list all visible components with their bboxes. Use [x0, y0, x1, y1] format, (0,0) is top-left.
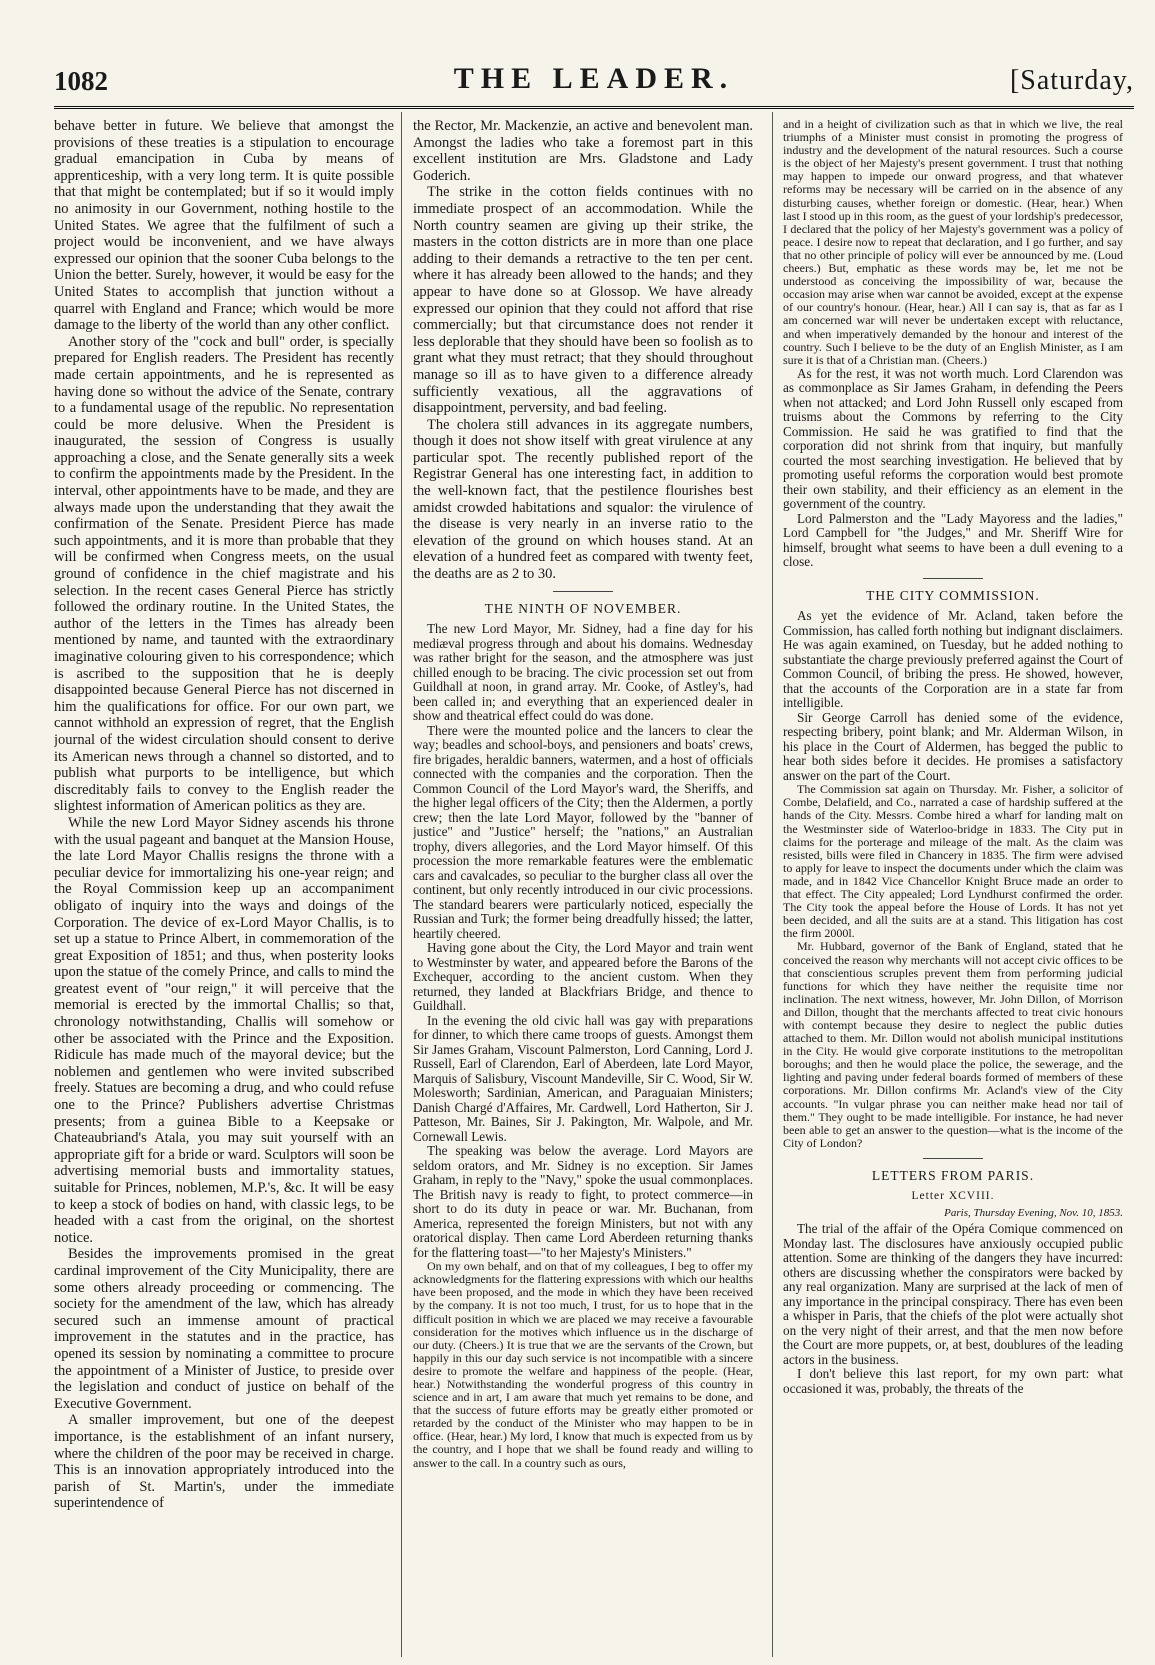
column-2	[413, 118, 753, 1658]
paragraph: As yet the evidence of Mr. Acland, taken before the Commission, has called forth nothing but indignant disclaimers. He was again examined, on Tuesday, but he added nothing to substantiate the charge previously preferred against the Court of Common Council, of bribing the press. He showed, however, that the accounts of the Corporation are in a state far from intelligible.	[783, 608, 1123, 711]
section-rule	[553, 591, 613, 592]
paragraph: A smaller improvement, but one of the deepest importance, is the establishment of an infant nursery, where the children of the poor may be received in charge. This is an innovation appropriately introduced into the parish of St. Martin's, under the immediate superintendence of	[54, 1412, 394, 1512]
column-3	[783, 118, 1123, 1658]
paragraph: I don't believe this last report, for my own part: what occasioned it was, probably, the threats of the	[783, 1366, 1123, 1396]
paragraph: Mr. Hubbard, governor of the Bank of England, stated that he conceived the reason why merchants will not accept civic offices to be that conscientious scruples prevent them from performing judicial functions for which they have neither the requisite time nor inclination. The next witness, however, Mr. John Dillon, of Morrison and Dillon, thought that the merchants affected to treat civic honours with contempt because they desire to neglect the public duties attached to them. Mr. Dillon would not abolish municipal institutions in the City. He would give corporate institutions to the metropolitan boroughs; and then he would place the police, the sewerage, and the lighting and paving under federal boards formed of members of these corporations. Mr. Dillon confirms Mr. Acland's view of the City accounts. "In vulgar phrase you can neither make head nor tail of them." They ought to be made intelligible. For instance, he had never been able to get an answer to the question—what is the income of the City of London?	[783, 939, 1123, 1150]
paragraph: The new Lord Mayor, Mr. Sidney, had a fine day for his mediæval progress through and about his domains. Wednesday was rather bright for the season, and the atmosphere was just chilled enough to be bracing. The civic procession set out from Guildhall at noon, in grand array. Mr. Cooke, of Astley's, had been called in; and everything that an experienced dealer in show and theatrical effect could do was done.	[413, 621, 753, 724]
section-heading: THE CITY COMMISSION.	[866, 587, 1040, 603]
quoted-speech: On my own behalf, and on that of my colleagues, I beg to offer my acknowledgments for the flattering expressions with which our healths have been proposed, and the mode in which they have been received by the company. It is not too much, I trust, for us to hope that in the difficult position in which we are placed we may receive a favourable consideration for the motives which influence us in the discharge of our duty. (Cheers.) It is true that we are the servants of the Crown, but happily in this our day such service is not incompatible with a sincere desire to promote the welfare and happiness of the people. (Hear, hear.) Notwithstanding the wonderful progress of this country in science and in art, I am aware that much yet remains to be done, and that the success of future efforts may be greatly either promoted or retarded by the conduct of the Minister who may happen to be in office. (Hear, hear.) My lord, I know that much is expected from us by the country, and I hope that we shall be found ready and willing to answer to the call. In a country such as ours,	[413, 1259, 753, 1470]
paragraph: Lord Palmerston and the "Lady Mayoress and the ladies," Lord Campbell for "the Judges," and Mr. Sheriff Wire for himself, brought what seems to have been a dull evening to a close.	[783, 510, 1123, 570]
paragraph: In the evening the old civic hall was gay with preparations for dinner, to which there came troops of guests. Amongst them Sir James Graham, Viscount Palmerston, Lord Canning, Lord J. Russell, Earl of Clarendon, Earl of Aberdeen, late Lord Mayor, Marquis of Salisbury, Viscount Mandeville, Sir C. Wood, Sir W. Molesworth; Sardinian, American, and Paraguaian Ministers; Danish Chargé d'Affaires, Mr. Cardwell, Lord Hatherton, Sir J. Patteson, Mr. Baines, Sir J. Pakington, Mr. Walpole, and Mr. Cornewall Lewis.	[413, 1012, 753, 1144]
section-heading: LETTERS FROM PARIS.	[871, 1167, 1035, 1183]
page-day: [Saturday,	[1009, 65, 1134, 96]
section-rule	[923, 1158, 983, 1159]
page-number: 1082	[54, 66, 108, 96]
masthead	[54, 62, 1134, 109]
paragraph: The speaking was below the average. Lord Mayors are seldom orators, and Mr. Sidney is no exception. Sir James Graham, in reply to the "Navy," spoke the usual commonplaces. The British navy is ready to fight, to protect commerce—in short to do its duty in peace or war. Mr. Buchanan, from America, represented the foreign Ministers, but not with any oratorical display. Then came Lord Aberdeen returning thanks for the flattering toast—"to her Majesty's Ministers."	[413, 1143, 753, 1260]
paragraph: the Rector, Mr. Mackenzie, an active and benevolent man. Amongst the ladies who take a foremost part in this excellent institution are Mrs. Gladstone and Lady Goderich.	[413, 118, 753, 184]
newspaper-title: THE LEADER.	[453, 62, 735, 95]
letter-number: Letter XCVIII.	[911, 1190, 995, 1203]
paragraph: Another story of the "cock and bull" order, is specially prepared for English readers. The President has recently made certain appointments, and he is represented as having done so without the advice of the Senate, contrary to a fundamental usage of the republic. No representation could be more delusive. When the President is inaugurated, the session of Congress is usually approaching a close, and the Senate generally sits a week to confirm the appointments made by the President. In the interval, other appointments have to be made, and they are always made upon the understanding that they await the confirmation of the Senate. President Pierce has made such appointments, and it is more than probable that they will be confirmed when Congress meets, on the usual ground of confidence in the chief magistrate and his selection. In the recent cases General Pierce has strictly followed the ordinary routine. In the United States, the author of the letters in the Times has already been mentioned by name, and taunted with the extraordinary imaginative colouring given to his correspondence; which is ascribed to the supposition that he is deeply disappointed because General Pierce has not discerned in him the qualifications for office. For our own part, we cannot withhold an expression of regret, that the English journal of the widest circulation should consent to derive its American news through a channel so distorted, and to publish what purports to be intelligence, but which discreditably fails to convey to the English reader the slightest information of American politics as they are.	[54, 333, 394, 815]
paragraph: Sir George Carroll has denied some of the evidence, respecting bribery, point blank; and Mr. Alderman Wilson, in his place in the Court of Aldermen, has begged the public to hear both sides before it decides. He promises a satisfactory answer on the part of the Court.	[783, 709, 1123, 783]
paragraph: Having gone about the City, the Lord Mayor and train went to Westminster by water, and appeared before the Barons of the Exchequer, according to the ancient custom. When they returned, they landed at Blackfriars Bridge, and thence to Guildhall.	[413, 940, 753, 1014]
paragraph: behave better in future. We believe that amongst the provisions of these treaties is a stipulation to encourage gradual emancipation in Cuba by means of apprenticeship, with a very long term. It is quite possible that that might be contemplated; but if so it would imply no animosity in our Government, nothing hostile to the United States. We agree that the fulfilment of such a project would be inconvenient, and we have always expressed our opinion that the sooner Cuba belongs to the Union the better. Surely, however, it would be easy for the United States to accomplish that junction without a quarrel with England and France; which would be more damage to the liberty of the world than any other conflict.	[54, 118, 394, 334]
column-divider	[772, 112, 773, 1657]
paragraph: The Commission sat again on Thursday. Mr. Fisher, a solicitor of Combe, Delafield, and Co., narrated a case of hardship suffered at the hands of the City. Messrs. Combe hired a wharf for landing malt on the Westminster side of Waterloo-bridge in 1833. The City put in claims for the porterage and mileage of the malt. As the claim was resisted, bills were filed in Chancery in 1835. The firm were advised to apply for leave to inspect the documents under which the claim was made, and in 1842 Vice Chancellor Knight Bruce made an order to that effect. The City appealed; Lord Lyndhurst confirmed the order. The City took the appeal before the House of Lords. It has not yet been decided, and all the suits are at a stand. This litigation has cost the firm 2000l.	[783, 782, 1123, 941]
section-rule	[923, 578, 983, 579]
letter-date: Paris, Thursday Evening, Nov. 10, 1853.	[944, 1206, 1123, 1219]
paragraph: The trial of the affair of the Opéra Comique commenced on Monday last. The disclosures have anxiously occupied public attention. Some are thinking of the dangers they have incurred: others are discussing whether the conspirators were backed by any real organization. Many are surprised at the lack of men of any importance in the principal conspiracy. There has even been a whisper in Paris, that the chiefs of the plot were actually shot on the very night of their arrest, and that the men now before the Court are more puppets, or, at best, doublures of the leading actors in the business.	[783, 1221, 1123, 1367]
paragraph: As for the rest, it was not worth much. Lord Clarendon was as commonplace as Sir James Graham, in defending the Peers when not attacked; and Lord John Russell only escaped from truisms about the Commons by referring to the City Commission. He said he was gratified to find that the corporation did not shrink from that inquiry, but manfully courted the most searching investigation. He believed that by promoting useful reforms the corporation would best promote their own stability, and their efficiency as an element in the government of the country.	[783, 365, 1123, 512]
column-divider	[401, 112, 402, 1657]
paragraph: While the new Lord Mayor Sidney ascends his throne with the usual pageant and banquet at the Mansion House, the late Lord Mayor Challis resigns the throne with a peculiar device for immortalizing his one-year reign; and the Royal Commission keep up an accompaniment obligato of inquiry into the ways and doings of the Corporation. The device of ex-Lord Mayor Challis, is to set up a statue to Prince Albert, in commemoration of the great Exposition of 1851; and thus, when posterity looks upon the statue of the comely Prince, and calls to mind the greatest event of "our reign," it will perceive that the memorial is erected by the immortal Challis; so that, chronology notwithstanding, Challis will somehow or other be associated with the Prince and the Exposition. Ridicule has made much of the mayoral device; but the noblemen and gentlemen who were invited subscribed freely. Statues are becoming a drug, and who could refuse one to the Prince? Publishers advertise Christmas presents; from a guinea Bible to a Keepsake or Chateaubriand's Atala, you may suit yourself with an appropriate gift for a bride or ward. Sculptors will soon be advertising memorial busts and immortality statues, suitable for Princes, noblemen, M.P.'s, &c. It will be easy to keep a stock of bodies on hand, with classic legs, to be headed with a cast from the original, on the shortest notice.	[54, 814, 394, 1246]
paragraph: The cholera still advances in its aggregate numbers, though it does not show itself with great virulence at any particular spot. The recently published report of the Registrar General has one interesting fact, in addition to the well-known fact, that the pestilence flourishes best amidst crowded habitations and squalor: the virulence of the disease is very nearly in an inverse ratio to the elevation of the ground on which houses stand. At an elevation of a hundred feet as compared with twenty feet, the deaths are as 2 to 30.	[413, 416, 753, 583]
paragraph: Besides the improvements promised in the great cardinal improvement of the City Municipality, there are some others already proceeding or commencing. The society for the amendment of the law, which has already secured such an immense amount of practical improvement in the statutes and in the practice, has opened its session by nominating a committee to procure the appointment of a Minister of Justice, to preside over the legislation and conduct of justice on behalf of the Executive Government.	[54, 1246, 394, 1412]
section-heading: THE NINTH OF NOVEMBER.	[484, 600, 682, 616]
quoted-speech: and in a height of civilization such as that in which we live, the real triumphs of a Minister must consist in promoting the progress of industry and the development of the natural resources. Such a course is the object of her Majesty's present government. I trust that nothing may happen to impede our onward progress, and that whatever reforms may be necessary will be carried on in the absence of any disturbing causes, whether foreign or domestic. (Hear, hear.) When last I stood up in this room, as the guest of your lordship's predecessor, I declared that the policy of her Majesty's government was a policy of peace. I desire now to repeat that declaration, and I go further, and say that no other principle of policy will ever be announced by me. (Loud cheers.) But, emphatic as these words may be, let me not be understood as conceiving the impossibility of war, because the occasion may arise when war cannot be avoided, except at the expense of our country's honour. (Hear, hear.) All I can say is, that as far as I am concerned war will never be undertaken except with reluctance, and when imperatively demanded by the honour and interest of the country. Such I believe to be the duty of an English Minister, as I am sure it is that of a Christian man. (Cheers.)	[783, 118, 1123, 367]
column-1	[54, 118, 394, 1658]
paragraph: The strike in the cotton fields continues with no immediate prospect of an accommodation. While the North country seamen are giving up their strike, the masters in the cotton districts are in more than one place adding to their demands a retractive to the ten per cent. where it has already been allowed to the hands; and they appear to have done so at Glossop. We have already expressed our opinion that they could not afford that rise commercially; but that circumstance does not render it less deplorable that they should have been so foolish as to grant what they must retract; that they should throughout manage so ill as to have given to a difference already sufficiently vexatious, all the aggravations of disappointment, perversity, and bad feeling.	[413, 184, 753, 417]
paragraph: There were the mounted police and the lancers to clear the way; beadles and school-boys, and pensioners and boats' crews, fire brigades, heraldic banners, watermen, and a host of officials connected with the companies and the corporation. Then the Common Council of the Lord Mayor's ward, the Sheriffs, and the higher legal officers of the City; then the Aldermen, a portly crew; then the late Lord Mayor, followed by the "banner of justice" and "Justice" herself; the "nations," an Australian trophy, divers allegories, and the Lord Mayor himself. Of this procession the more remarkable features were the emblematic cars and cavalcades, so peculiar to the burgher class all over the continent, but only recently introduced in our civic processions. The standard bearers were particularly noticed, especially the Russian and Turk; the former being dreadfully hissed; the latter, heartily cheered.	[413, 722, 753, 941]
